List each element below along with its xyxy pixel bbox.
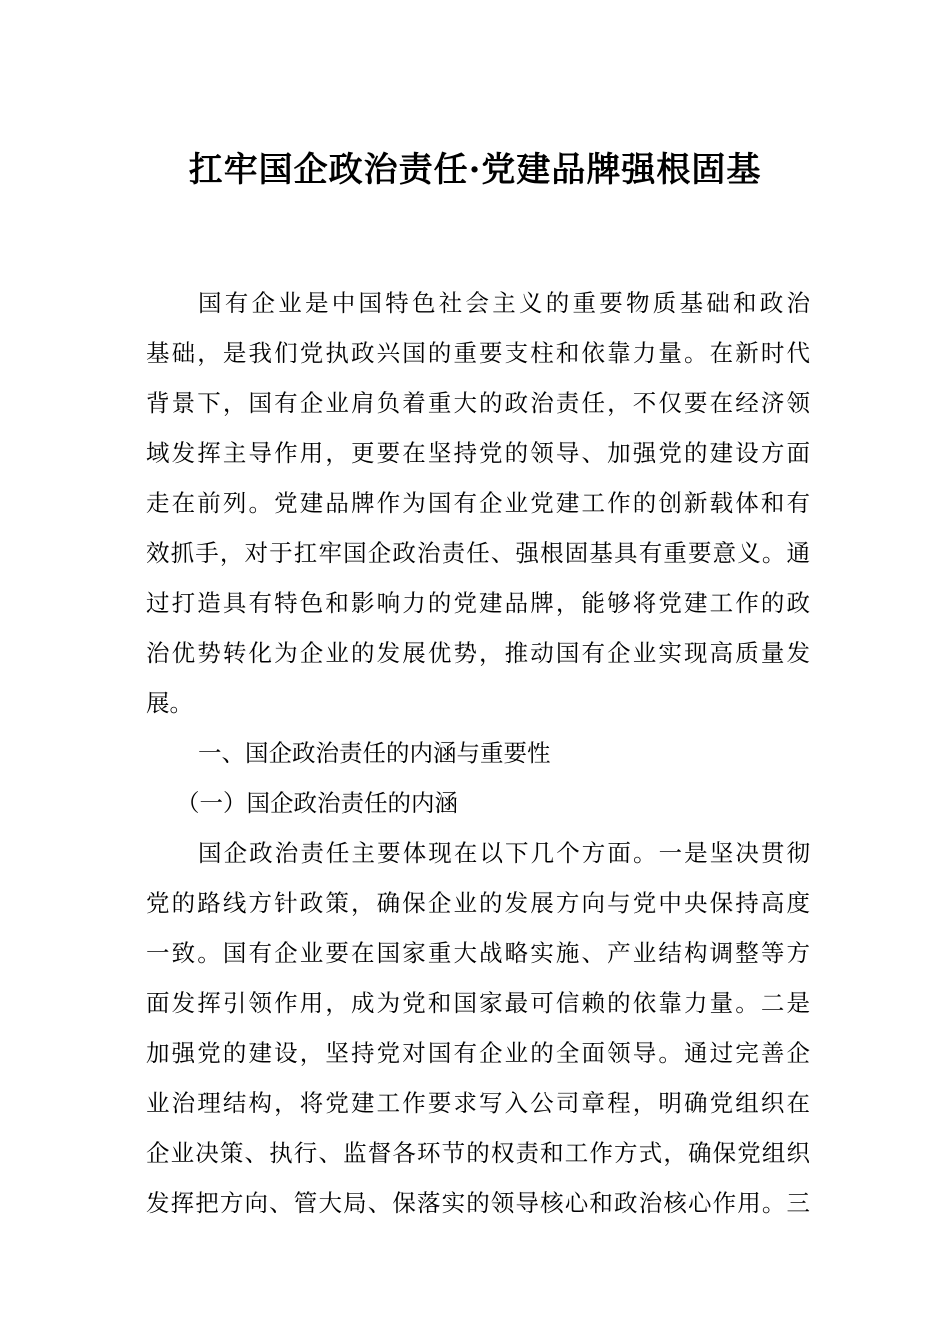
paragraph-line: 背景下，国有企业肩负着重大的政治责任，不仅要在经济领 bbox=[146, 389, 810, 417]
paragraph-line: 走在前列。党建品牌作为国有企业党建工作的创新载体和有 bbox=[146, 489, 810, 517]
paragraph-line: 过打造具有特色和影响力的党建品牌，能够将党建工作的政 bbox=[146, 589, 810, 617]
paragraph-line: 业治理结构，将党建工作要求写入公司章程，明确党组织在 bbox=[146, 1089, 810, 1117]
paragraph-line: 一致。国有企业要在国家重大战略实施、产业结构调整等方 bbox=[146, 939, 810, 967]
paragraph-line: 发挥把方向、管大局、保落实的领导核心和政治核心作用。三 bbox=[146, 1189, 810, 1217]
paragraph-line: 面发挥引领作用，成为党和国家最可信赖的依靠力量。二是 bbox=[146, 989, 810, 1017]
paragraph-line: 国企政治责任主要体现在以下几个方面。一是坚决贯彻 bbox=[198, 839, 810, 867]
paragraph-line: 效抓手，对于扛牢国企政治责任、强根固基具有重要意义。通 bbox=[146, 539, 810, 567]
paragraph-line: 国有企业是中国特色社会主义的重要物质基础和政治 bbox=[198, 289, 810, 317]
paragraph-line: 域发挥主导作用，更要在坚持党的领导、加强党的建设方面 bbox=[146, 439, 810, 467]
paragraph-line: 展。 bbox=[146, 689, 193, 717]
paragraph-line: 企业决策、执行、监督各环节的权责和工作方式，确保党组织 bbox=[146, 1139, 810, 1167]
document-body bbox=[146, 278, 810, 1228]
document-title: 扛牢国企政治责任·党建品牌强根固基 bbox=[188, 150, 762, 190]
paragraph-line: 党的路线方针政策，确保企业的发展方向与党中央保持高度 bbox=[146, 889, 810, 917]
paragraph-line: 治优势转化为企业的发展优势，推动国有企业实现高质量发 bbox=[146, 639, 810, 667]
paragraph-line: 基础，是我们党执政兴国的重要支柱和依靠力量。在新时代 bbox=[146, 339, 810, 367]
paragraph-line: 加强党的建设，坚持党对国有企业的全面领导。通过完善企 bbox=[146, 1039, 810, 1067]
section-heading: 一、国企政治责任的内涵与重要性 bbox=[198, 739, 551, 767]
subsection-heading: （一）国企政治责任的内涵 bbox=[176, 789, 458, 817]
